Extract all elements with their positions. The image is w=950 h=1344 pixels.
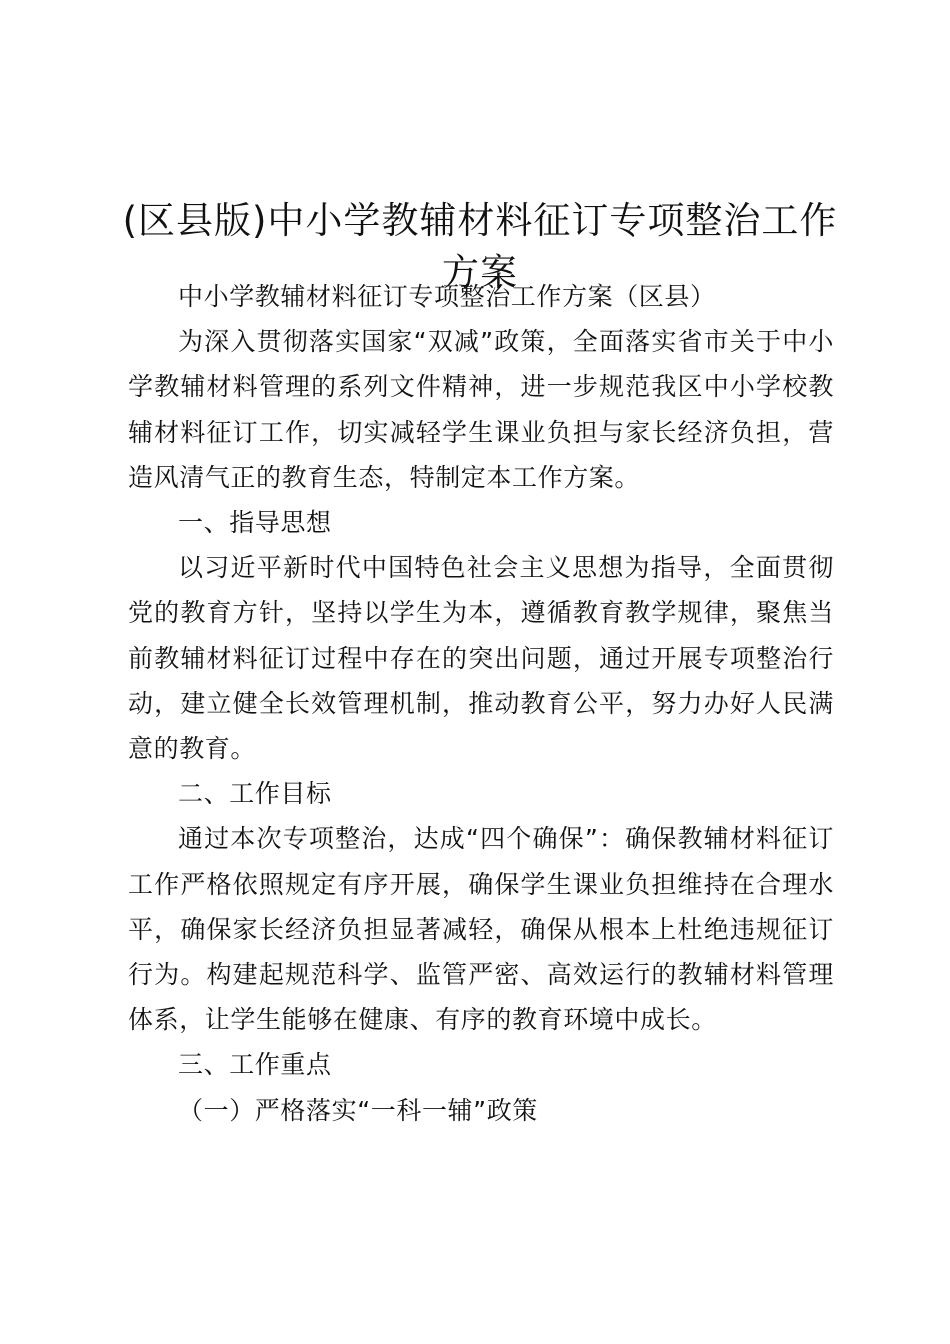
guiding-ideology-paragraph: 以习近平新时代中国特色社会主义思想为指导，全面贯彻党的教育方针，坚持以学生为本，遵循教育教学规律，聚焦当前教辅材料征订过程中存在的突出问题，通过开展专项整治行动，建立健全长效管理机制，推动教育公平，努力办好人民满意的教育。 — [128, 553, 834, 764]
section-heading-guiding-ideology: 一、指导思想 — [178, 508, 332, 538]
section-heading-work-goals: 二、工作目标 — [178, 779, 332, 809]
subsection-heading-one-subject-one-aid: （一）严格落实“一科一辅”政策 — [178, 1095, 538, 1125]
document-title: (区县版)中小学教辅材料征订专项整治工作方案 — [122, 198, 838, 294]
section-heading-work-priorities: 三、工作重点 — [178, 1050, 332, 1080]
work-goals-paragraph: 通过本次专项整治，达成“四个确保”：确保教辅材料征订工作严格依照规定有序开展，确保学生课业负担维持在合理水平，确保家长经济负担显著减轻，确保从根本上杜绝违规征订行为。构建起规范科学、监管严密、高效运行的教辅材料管理体系，让学生能够在健康、有序的教育环境中成长。 — [128, 824, 834, 1035]
subtitle-paragraph: 中小学教辅材料征订专项整治工作方案（区县） — [178, 282, 716, 311]
document-body — [128, 274, 834, 1133]
intro-paragraph: 为深入贯彻落实国家“双减”政策，全面落实省市关于中小学教辅材料管理的系列文件精神，进一步规范我区中小学校教辅材料征订工作，切实减轻学生课业负担与家长经济负担，营造风清气正的教育生态，特制定本工作方案。 — [128, 327, 834, 492]
